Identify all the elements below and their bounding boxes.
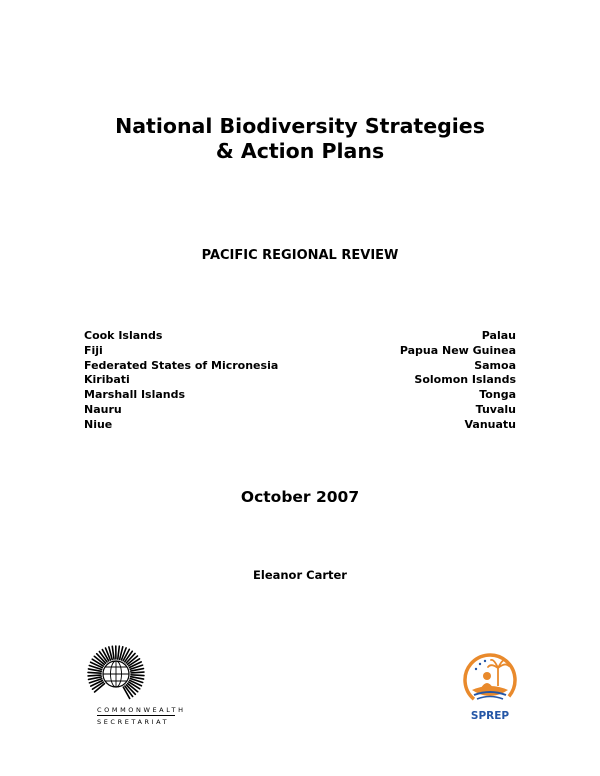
commonwealth-label-line2: SECRETARIAT bbox=[97, 718, 170, 726]
country-item: Vanuatu bbox=[464, 417, 516, 431]
country-item: Solomon Islands bbox=[414, 373, 516, 387]
country-item: Cook Islands bbox=[84, 329, 163, 342]
publication-date: October 2007 bbox=[240, 488, 360, 506]
country-item: Samoa bbox=[474, 358, 516, 372]
document-title bbox=[0, 114, 600, 164]
commonwealth-label-line1: COMMONWEALTH bbox=[97, 706, 186, 714]
country-item: Niue bbox=[84, 417, 113, 431]
sprep-label: SPREP bbox=[470, 710, 510, 722]
sprep-island-logo-icon bbox=[460, 652, 520, 708]
title-line-1: National Biodiversity Strategies bbox=[115, 114, 485, 138]
country-item: Papua New Guinea bbox=[399, 343, 516, 357]
title-line-2: & Action Plans bbox=[215, 139, 385, 163]
country-item: Marshall Islands bbox=[84, 388, 186, 402]
country-item: Palau bbox=[481, 329, 516, 342]
document-subtitle: PACIFIC REGIONAL REVIEW bbox=[201, 248, 399, 263]
country-item: Fiji bbox=[84, 343, 103, 357]
country-item: Tonga bbox=[479, 388, 516, 402]
country-list-left bbox=[84, 329, 334, 433]
country-list-right bbox=[300, 329, 516, 433]
country-item: Kiribati bbox=[84, 373, 130, 387]
commonwealth-divider bbox=[97, 715, 175, 716]
country-item: Nauru bbox=[84, 402, 122, 416]
country-item: Tuvalu bbox=[475, 402, 516, 416]
author-name: Eleanor Carter bbox=[253, 568, 347, 582]
country-item: Federated States of Micronesia bbox=[84, 358, 279, 372]
